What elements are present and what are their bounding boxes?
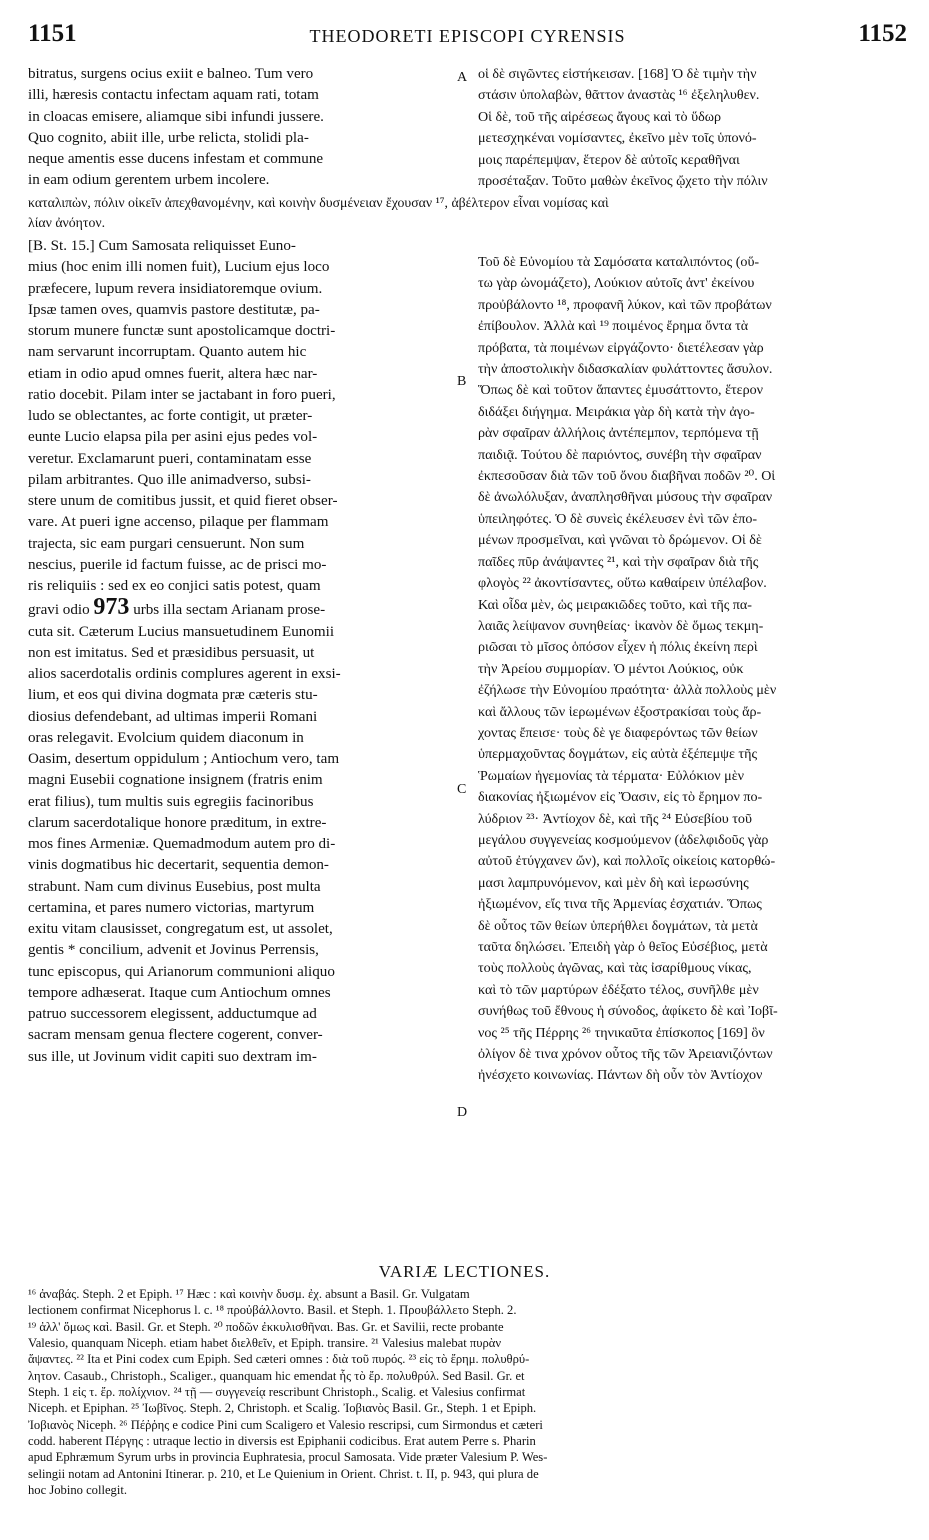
full-width-line: λίαν ἀνόητον. [28,215,106,230]
greek-line: Ῥωμαίων ἡγεμονίας τὰ τέρματα· Εὐλόκιον μὲν [478,767,745,784]
greek-line: ἠνέσχετο κοινωνίας. Πάντων δὴ οὖν τὸν Ἀντίοχον [478,1067,763,1084]
latin-line: pilam arbitrantes. Quo ille animadverso, subsi- [28,471,311,488]
latin-line: ris reliquiis : sed ex eo conjici satis potest, quam [28,578,321,594]
greek-line: λύδριον ²³· Ἀντίοχον δὲ, καὶ τῆς ²⁴ Εὐσεβίου τοῦ [478,810,752,827]
latin-line: Ipsæ tamen oves, quamvis pastore destitutæ, pa- [28,301,320,318]
note-line: lectionem confirmat Nicephorus l. c. ¹⁸ προὐβάλλοντο. Basil. et Steph. 1. Προυβάλλετο Steph. 2. [28,1303,517,1318]
latin-line: sacram mensam genua flectere cogerent, conver- [28,1027,323,1044]
running-title: THEODORETI EPISCOPI CYRENSIS [309,26,626,46]
latin-line: Quo cognito, abiit ille, urbe relicta, stolidi pla- [28,129,309,146]
greek-line: ἐπίβουλον. Ἀλλὰ καὶ ¹⁹ ποιμένος ἔρημα ὄντα τὰ [478,318,749,335]
note-line: codd. haberent Πέργης : utraque lectio in diversis est Epiphanii codicibus. Erat autem Perre s. Pharin [28,1434,536,1449]
latin-line: magni Eusebii cognatione insignem (fratris enim [28,772,323,789]
greek-line: παιδιᾷ. Τούτου δὲ παριόντος, συνέβη τὴν σφαῖραν [478,446,762,463]
latin-line: sus ille, ut Jovinum vidit capiti suo dextram im- [28,1048,317,1065]
latin-line: neque amentis esse ducens infestam et commune [28,151,324,167]
latin-line [28,597,460,621]
greek-line: ὑπειληφότες. Ὁ δὲ συνεὶς ἐκέλευσεν ἑνὶ τῶν ἑπο- [478,510,758,527]
greek-line: μασι λαμπρυνόμενον, καὶ μὲν δὴ καὶ ἱερωσύνης [478,874,749,891]
note-line: hoc Jobino collegit. [28,1483,127,1498]
note-line: apud Ephræmum Syrum urbs in provincia Euphratesia, procul Samosata. Vide præter Valesium P. Wes- [28,1450,548,1465]
greek-line: μετεσχηκέναι νομίσαντες, ἐκεῖνο μὲν τοῖς ὑπονό- [478,130,757,147]
variae-lectiones-heading: VARIÆ LECTIONES. [378,1262,551,1281]
greek-line: Ὅπως δὲ καὶ τοῦτον ἅπαντες ἐμυσάττοντο, ἕτερον [478,382,764,399]
greek-line: διδάξει διήγημα. Μειράκια γὰρ δὴ κατὰ τὴν ἀγο- [478,403,755,420]
greek-line: συνήθως τοῦ ἔθνους ἡ σύνοδος, ἀφίκετο δὲ καὶ Ἰοβῖ- [478,1003,778,1020]
greek-line: αὐτοῦ ἐτύγχανεν ὤν), καὶ πολλοῖς οἰκείοις κατορθώ- [478,853,776,870]
greek-line: Τοῦ δὲ Εὐνομίου τὰ Σαμόσατα καταλιπόντος (οὕ- [478,254,760,270]
latin-line: stere unum de comitibus jussit, et quid fieret obser- [28,493,338,509]
latin-line: eunte Lucio elapsa pila per asini ejus pedes vol- [28,429,318,446]
latin-line: in eam odium gerentem urbem incolere. [28,172,270,189]
greek-line: καὶ ἄλλους τῶν ἱερωμένων ἐξοστρακίσαι τοὺς ἄρ- [478,703,762,720]
latin-line: tempore adhæserat. Itaque cum Antiochum omnes [28,984,331,1001]
full-width-line: καταλιπὼν, πόλιν οἰκεῖν ἀπεχθανομένην, καὶ κοινὴν δυσμένειαν ἔχουσαν ¹⁷, ἀβέλτερον εἶναι νομίσας καὶ [28,195,609,210]
greek-line: ταῦτα δηλώσει. Ἐπειδὴ γὰρ ὁ θεῖος Εὐσέβιος, μετὰ [478,939,768,955]
latin-line: cuta sit. Cæterum Lucius mansuetudinem Eunomii [28,623,335,640]
latin-line: trajecta, sic eam purgari censuerunt. Non sum [28,535,305,552]
section-marker-b: B [457,374,467,389]
greek-line: τὴν ἀποστολικὴν διδασκαλίαν φυλάττοντες ἄσυλον. [478,361,773,378]
latin-line: gentis * concilium, advenit et Jovinus Perrensis, [28,942,319,959]
latin-line: vare. At pueri igne accenso, pilaque per flammam [28,514,329,531]
note-line: selingii notam ad Antonini Itinerar. p. 210, et Le Quienium in Orient. Christ. t. II, p. 943, qui plura de [28,1466,539,1481]
full-width-greek [28,193,908,233]
latin-line: storum munere functæ sunt apostolicamque doctri- [28,323,336,339]
note-line: ἅψαντες. ²² Ita et Pini codex cum Epiph. Sed cæteri omnes : διὰ τοῦ πυρός. ²³ εἰς τὸ ἔρημ. πολυθρύ- [28,1352,530,1367]
greek-line: στάσιν ὑπολαβὼν, θᾶττον ἀναστὰς ¹⁶ ἐξεληλυθεν. [478,87,760,104]
greek-line: νος ²⁵ τῆς Πέρρης ²⁶ τηνικαῦτα ἐπίσκοπος [169] ὃν [478,1024,765,1041]
note-line: Ἰοβιανὸς Niceph. ²⁶ Πέῤῥης e codice Pini cum Scaligero et Valesio rescripsi, cum Sirmondus et cæteri [28,1417,543,1432]
greek-line: χοντας ἔπεισε· τοὺς δὲ γε διαφερόντως τῶν θείων [478,724,758,741]
greek-line: λαιᾶς λείψανον συνηθείας· ἱκανὸν δὲ ὅμως τεκμη- [478,617,764,634]
page-number-left: 1151 [28,20,77,47]
greek-line: Καὶ οἶδα μὲν, ὡς μειρακιῶδες τοῦτο, καὶ τῆς πα- [478,596,752,613]
greek-line: ἠξιωμένον, εἴς τινα τῆς Ἀρμενίας ἐσχατιάν. Ὅπως [478,896,762,913]
latin-line: ludo se oblectantes, ac forte contigit, ut præter- [28,408,313,424]
greek-line: ὑπερμαχοῦντας δογμάτων, εἰς αὐτὰ ἐξέπεμψε τῆς [478,746,758,763]
greek-line: Οἱ δὲ, τοῦ τῆς αἱρέσεως ἄγους καὶ τὸ ὕδωρ [478,108,722,125]
note-line: ¹⁶ ἀναβάς. Steph. 2 et Epiph. ¹⁷ Hæc : καὶ κοινὴν δυσμ. ἐχ. absunt a Basil. Gr. Vulgatam [28,1287,470,1301]
latin-line: ratio docebit. Pilam inter se jactabant in foro pueri, [28,386,336,403]
greek-line: δὲ οὗτος τῶν θείων ὑπερήθλει δογμάτων, τὰ μετὰ [478,917,758,934]
note-line: ¹⁹ ἀλλ' ὅμως καὶ. Basil. Gr. et Steph. ²⁰ ποδῶν ἐκκυλισθῆναι. Bas. Gr. et Savilii, recte probante [28,1319,504,1334]
latin-line: vinis dogmatibus hic decertarit, sequentia demon- [28,857,329,874]
running-header [28,20,907,58]
column-number: 973 [93,597,130,621]
latin-line: tunc episcopus, qui Arianorum communioni aliquo [28,963,335,980]
latin-line: Oasim, desertum oppidulum ; Antiochum vero, tam [28,751,340,767]
greek-line: ρὰν σφαῖραν ἀλλήλοις ἀντέπεμπον, τερπόμενα τῇ [478,425,759,442]
latin-line: [B. St. 15.] Cum Samosata reliquisset Euno- [28,238,296,254]
critical-apparatus [28,1286,908,1498]
greek-line: οἱ δὲ σιγῶντες εἱστήκεισαν. [168] Ὁ δὲ τιμὴν τὴν [478,66,757,82]
latin-line: nescius, puerile id factum fuisse, ac de prisci mo- [28,556,327,573]
greek-line: ἐκπεσοῦσαν διὰ τῶν τοῦ ὄνου διαβῆναι ποδῶν ²⁰. Οἱ [478,468,776,485]
latin-column-main [28,236,460,1068]
greek-line: ὀλίγον δὲ τινα χρόνον οὗτος τῆς τῶν Ἀρειανιζόντων [478,1046,773,1063]
latin-line: strabunt. Nam cum divinus Eusebius, post multa [28,878,321,895]
latin-line: diosius defendebant, ad ultimas imperii Romani [28,708,318,725]
section-marker-d: D [457,1105,468,1120]
greek-line: παῖδες πῦρ ἀνάψαντες ²¹, καὶ τὴν σφαῖραν διὰ τῆς [478,553,759,570]
greek-line: ριῶσαι τὸ μῖσος ὁπόσον εἶχεν ἡ πόλις ἐκείνη περὶ [478,639,758,656]
latin-line: patruo successorem elegissent, adductumque ad [28,1006,317,1022]
note-line: Niceph. et Epiphan. ²⁵ Ἰωβῖνος. Steph. 2, Christoph. et Scalig. Ἰοβιανὸς Basil. Gr., Steph. 1 et Epiph. [28,1401,537,1416]
latin-line: certamina, et pares numero victorias, martyrum [28,899,315,916]
latin-line: nam servarunt incorruptam. Quanto autem hic [28,344,307,361]
latin-line: mos fines Armeniæ. Quemadmodum autem pro di- [28,836,336,852]
note-line: Steph. 1 εἰς τ. ἔρ. πολίχνιον. ²⁴ τῇ — συγγενείᾳ rescribunt Christoph., Scalig. et Valesius confirmat [28,1385,526,1400]
note-line: Valesio, quanquam Niceph. etiam habet διελθεῖν, et Epiph. transire. ²¹ Valesius malebat πυρὰν [28,1336,502,1351]
latin-line: mius (hoc enim illi nomen fuit), Lucium ejus loco [28,259,330,276]
greek-column-main [478,252,908,1087]
note-line: λητον. Casaub., Christoph., Scaliger., quanquam hic emendat ἧς τὸ ἔρ. πολυθρύλ. Sed Basil. Gr. et [28,1368,525,1383]
latin-line: non est imitatus. Sed et præsidibus persuasit, ut [28,644,315,661]
latin-column-top [28,64,460,192]
latin-line: in cloacas emisere, aliamque sibi infundi jussere. [28,108,324,125]
latin-line: bitratus, surgens ocius exiit e balneo. Tum vero [28,66,314,82]
greek-line: μοις παρέπεμψαν, ἕτερον δὲ αὐτοῖς κεραθῆναι [478,151,740,168]
greek-line: πρόβατα, τὰ ποιμένων εἰργάζοντο· διετέλεσαν γὰρ [478,339,764,356]
latin-line: præfecere, lupum revera insidiatoremque ovium. [28,280,323,297]
latin-line: oras relegavit. Evolcium quidem diaconum in [28,729,304,746]
greek-line: προὐβάλοντο ¹⁸, προφανῆ λύκον, καὶ τῶν προβάτων [478,296,772,313]
greek-line: μεγάλου συγγενείας κοσμούμενον (ἀδελφιδοῦς γὰρ [478,831,769,848]
page-number-right: 1152 [858,20,907,47]
latin-line: exitu vitam clausisset, congregatum est, ut assolet, [28,921,333,937]
section-marker-a: A [457,70,468,85]
greek-line: τὴν Ἀρείου συμμορίαν. Ὁ μέντοι Λούκιος, οὐκ [478,660,744,677]
greek-line: μένων προσμεῖναι, καὶ γνῶναι τὸ δρώμενον. Οἱ δὲ [478,532,762,549]
latin-text: gravi odio [28,602,90,619]
section-marker-c: C [457,782,467,797]
latin-line: illi, hæresis contactu infectam aquam rati, totam [28,87,319,104]
latin-line: lium, et eos qui divina dogmata præ cæteris stu- [28,687,318,704]
latin-line: veretur. Exclamarunt pueri, contaminatam esse [28,450,312,467]
greek-line: προσέταξαν. Τοῦτο μαθὼν ἐκεῖνος ᾤχετο τὴν πόλιν [478,173,768,190]
latin-line: alios sacerdotalis ordinis complures agerent in exsi- [28,666,341,682]
greek-line: καὶ τὸ τῶν μαρτύρων ἐδέξατο τέλος, συνῆλθε μὲν [478,981,759,998]
greek-line: φλογὸς ²² ἀκοντίσαντες, οὕτω καθαίρειν ὑπέλαβον. [478,575,767,592]
greek-column-top [478,64,908,192]
greek-line: τοὺς πολλοὺς ἀγῶνας, καὶ τὰς ἰσαρίθμους νίκας, [478,960,752,977]
latin-line: etiam in odio apud omnes fuerit, altera hæc nar- [28,365,318,382]
greek-line: διακονίας ἠξιωμένον εἰς Ὄασιν, εἰς τὸ ἔρημον πο- [478,789,763,806]
latin-line: clarum sacerdotalique honore præditum, in extre- [28,814,327,831]
greek-line: δὲ ἀνωλόλυξαν, ἀναπλησθῆναι μύσους τὴν σφαῖραν [478,489,773,506]
greek-line: τω γὰρ ὠνομάζετο), Λούκιον αὐτοῖς ἀντ' ἐκείνου [478,275,755,292]
latin-text: urbs illa sectam Arianam prose- [133,602,326,619]
latin-line: erat filius), tum multis suis egregiis facinoribus [28,793,314,810]
greek-line: ἐζήλωσε τὴν Εὐνομίου πραότητα· ἀλλὰ πολλοὺς μὲν [478,682,777,699]
